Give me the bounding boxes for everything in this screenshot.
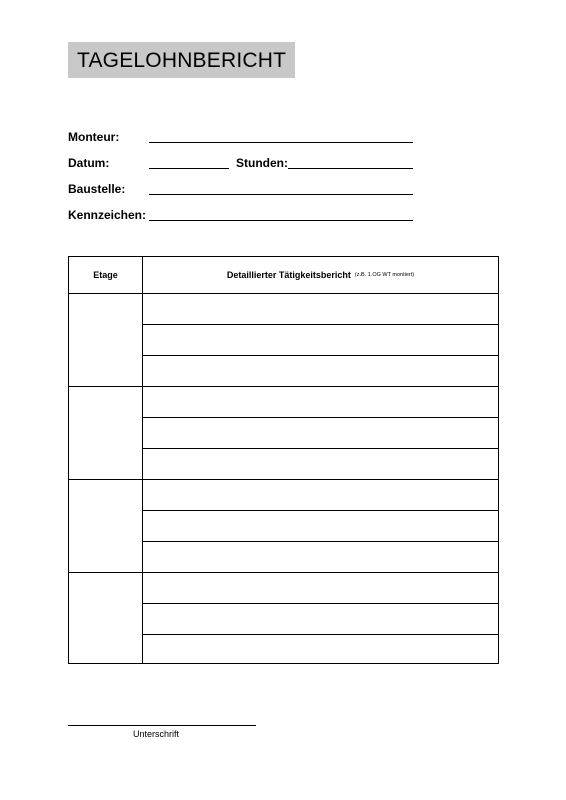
stunden-label: Stunden: (236, 156, 288, 170)
group-divider (69, 386, 498, 387)
baustelle-field[interactable] (149, 194, 413, 195)
header-detail (143, 257, 498, 293)
signature-label: Unterschrift (133, 729, 180, 739)
kennzeichen-field[interactable] (149, 220, 413, 221)
row-divider (142, 448, 498, 449)
header-divider (69, 293, 498, 294)
signature-line[interactable] (68, 725, 256, 726)
row-divider (142, 355, 498, 356)
header-etage: Etage (93, 270, 118, 280)
header-detail-hint: (z.B. 1.OG WT montiert) (354, 272, 415, 278)
group-divider (69, 479, 498, 480)
stunden-field[interactable] (288, 168, 413, 169)
row-divider (142, 417, 498, 418)
kennzeichen-label: Kennzeichen: (68, 208, 147, 222)
monteur-label: Monteur: (68, 130, 120, 144)
page-title: TAGELOHNBERICHT (77, 49, 287, 72)
datum-label: Datum: (68, 156, 110, 170)
row-divider (142, 541, 498, 542)
baustelle-label: Baustelle: (68, 182, 126, 196)
datum-field[interactable] (149, 168, 229, 169)
monteur-field[interactable] (149, 142, 413, 143)
title-box (68, 42, 295, 78)
row-divider (142, 510, 498, 511)
row-divider (142, 634, 498, 635)
row-divider (142, 603, 498, 604)
report-table (68, 256, 499, 664)
group-divider (69, 572, 498, 573)
row-divider (142, 324, 498, 325)
header-detail-label: Detaillierter Tätigkeitsbericht (226, 270, 351, 280)
